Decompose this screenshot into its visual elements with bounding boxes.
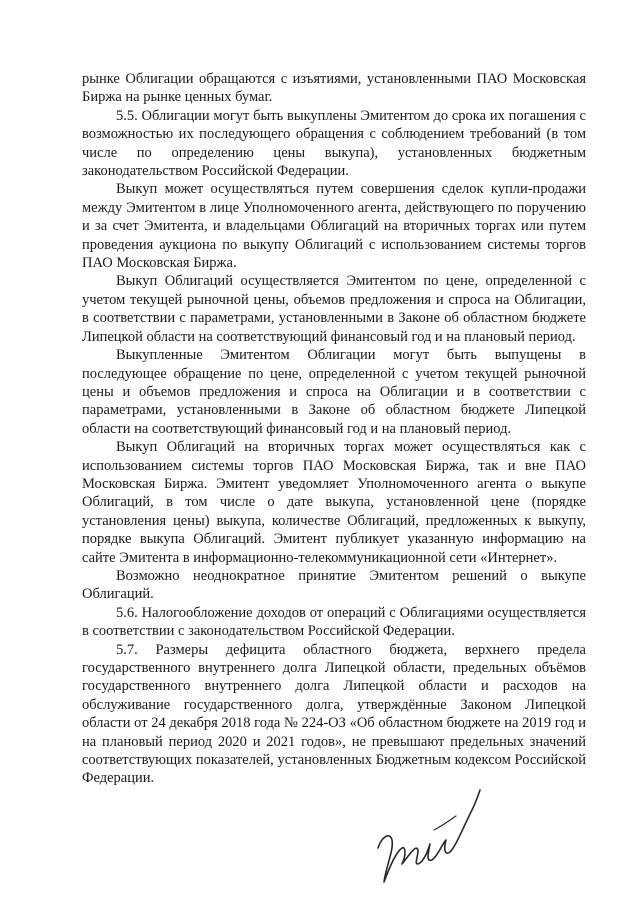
- paragraph-buyback-method: Выкуп может осуществляться путем совершения сделок купли-продажи между Эмитентом в лице Уполномоченного агента, действующего по поручению и за счет Эмитента, и владельцами Облигаций на вторичных торгах или путем проведения аукциона по выкупу Облигаций с использованием системы торгов ПАО Московская Биржа.: [82, 181, 586, 272]
- paragraph-5-7: 5.7. Размеры дефицита областного бюджета, верхнего предела государственного внутреннего долга Липецкой области, предельных объёмов государственного внутреннего долга Липецкой области и расходов на обслуживание государственного долга, утверждённые Законом Липецкой области от 24 декабря 2018 года № 224-ОЗ «Об областном бюджете на 2019 год и на плановый период 2020 и 2021 годов», не превышают предельных значений соответствующих показателей, установленных Бюджетным кодексом Российской Федерации.: [82, 641, 586, 787]
- paragraph-secondary-trading: Выкуп Облигаций на вторичных торгах может осуществляться как с использованием системы торгов ПАО Московская Биржа, так и вне ПАО Московская Биржа. Эмитент уведомляет Уполномоченного агента о выкупе Облигаций, в том числе о дате выкупа, установленной цене (порядке установления цены) выкупа, количестве Облигаций, предложенных к выкупу, порядке выкупа Облигаций. Эмитент публикует указанную информацию на сайте Эмитента в информационно-телекоммуникационной сети «Интернет».: [82, 439, 586, 566]
- document-body: [82, 70, 586, 788]
- paragraph-continuation: рынке Облигации обращаются с изъятиями, установленными ПАО Московская Биржа на рынке ценных бумаг.: [82, 71, 586, 106]
- paragraph-buyback-price: Выкуп Облигаций осуществляется Эмитентом по цене, определенной с учетом текущей рыночной цены, объемов предложения и спроса на Облигации, в соответствии с параметрами, установленными в Законе об областном бюджете Липецкой области на соответствующий финансовый год и на плановый период.: [82, 273, 586, 345]
- paragraph-5-5: 5.5. Облигации могут быть выкуплены Эмитентом до срока их погашения с возможностью их последующего обращения с соблюдением требований (в том числе по определению цены выкупа), установленных бюджетным законодательством Российской Федерации.: [82, 107, 586, 180]
- paragraph-repeated-decisions: Возможно неоднократное принятие Эмитентом решений о выкупе Облигаций.: [82, 567, 586, 603]
- handwritten-signature: [372, 770, 482, 890]
- paragraph-reissue: Выкупленные Эмитентом Облигации могут быть выпущены в последующее обращение по цене, определенной с учетом текущей рыночной цены и объемов предложения и спроса на Облигации и в соответствии с параметрами, установленными в Законе об областном бюджете Липецкой области на соответствующий финансовый год и на плановый период.: [82, 347, 586, 437]
- paragraph-5-6: 5.6. Налогообложение доходов от операций с Облигациями осуществляется в соответствии с законодательством Российской Федерации.: [82, 604, 586, 640]
